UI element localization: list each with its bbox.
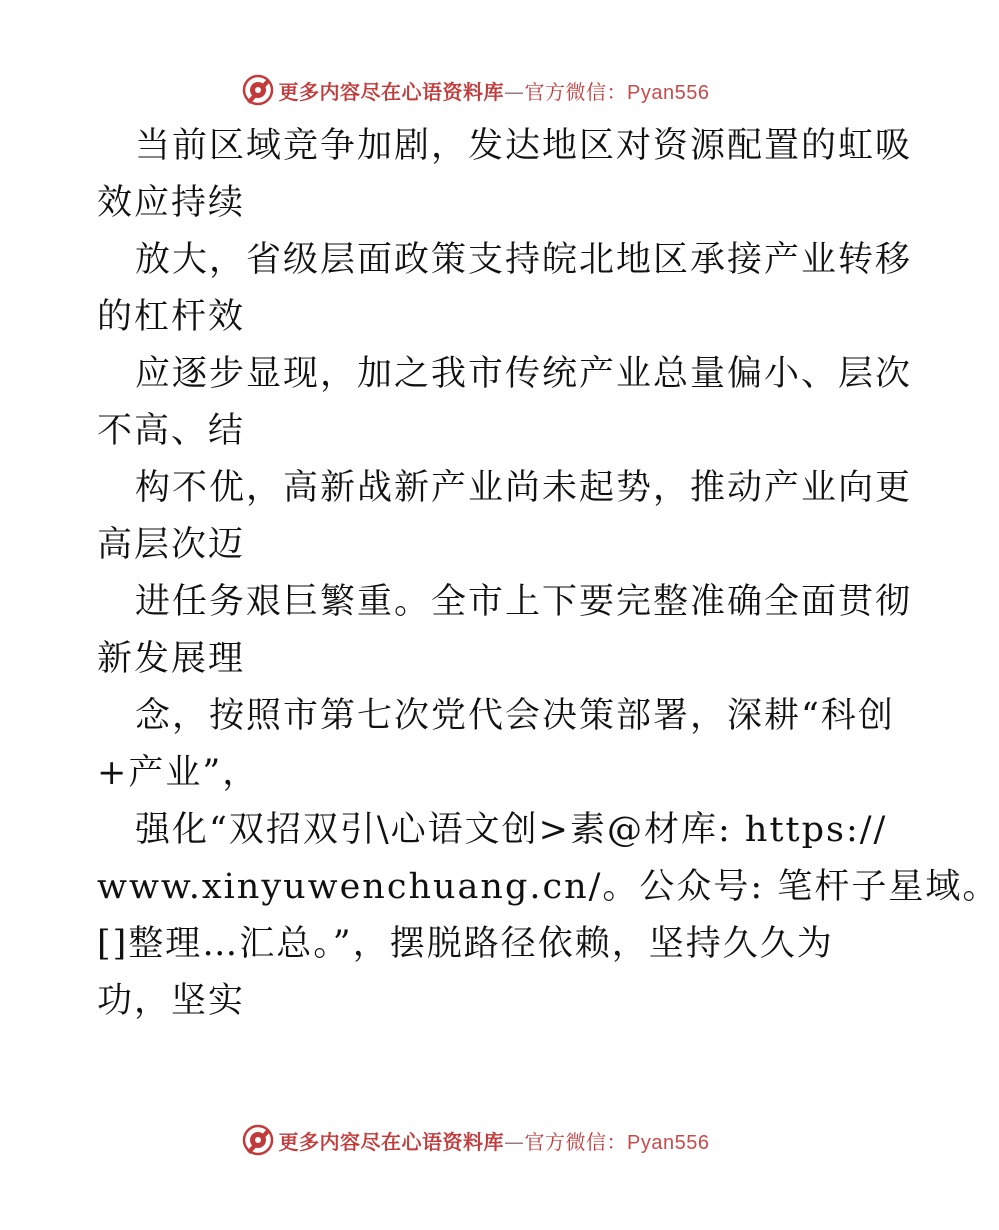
body-line: 念，按照市第七次党代会决策部署，深耕“科创 <box>135 696 895 736</box>
banner-text <box>279 1126 710 1155</box>
banner-wechat-label: 官方微信： <box>524 79 628 104</box>
body-line: 的杠杆效 <box>97 297 246 337</box>
footer-banner <box>0 1120 950 1160</box>
body-line: 强化“双招双引\心语文创>素@材库: https:// <box>135 810 888 850</box>
document-body <box>97 118 999 1030</box>
banner-wechat-label: 官方微信： <box>524 1129 628 1154</box>
body-line: 高层次迈 <box>97 525 246 565</box>
body-line: www.xinyuwenchuang.cn/。公众号: 笔杆子星域。 <box>97 867 999 907</box>
banner-wechat-id: Pyan556 <box>627 81 710 104</box>
body-line: 新发展理 <box>97 639 246 679</box>
banner-separator: — <box>504 79 525 104</box>
header-banner <box>0 70 950 110</box>
body-line: []整理…汇总。”，摆脱路径依赖，坚持久久为 <box>97 924 834 964</box>
logo-icon <box>241 73 275 107</box>
body-line: 效应持续 <box>97 183 246 223</box>
body-line: 构不优，高新战新产业尚未起势，推动产业向更 <box>135 468 913 508</box>
banner-separator: — <box>504 1129 525 1154</box>
body-line: 功，坚实 <box>97 981 246 1021</box>
banner-text <box>279 76 710 105</box>
banner-wechat-id: Pyan556 <box>627 1131 710 1154</box>
logo-icon <box>241 1123 275 1157</box>
body-line: 不高、结 <box>97 411 246 451</box>
body-line: 放大，省级层面政策支持皖北地区承接产业转移 <box>135 240 913 280</box>
body-line: +产业”， <box>97 753 260 793</box>
banner-main-text: 更多内容尽在心语资料库 <box>278 79 505 104</box>
body-line: 进任务艰巨繁重。全市上下要完整准确全面贯彻 <box>135 582 913 622</box>
body-line: 当前区域竞争加剧，发达地区对资源配置的虹吸 <box>135 126 913 166</box>
body-line: 应逐步显现，加之我市传统产业总量偏小、层次 <box>135 354 913 394</box>
banner-main-text: 更多内容尽在心语资料库 <box>278 1129 505 1154</box>
